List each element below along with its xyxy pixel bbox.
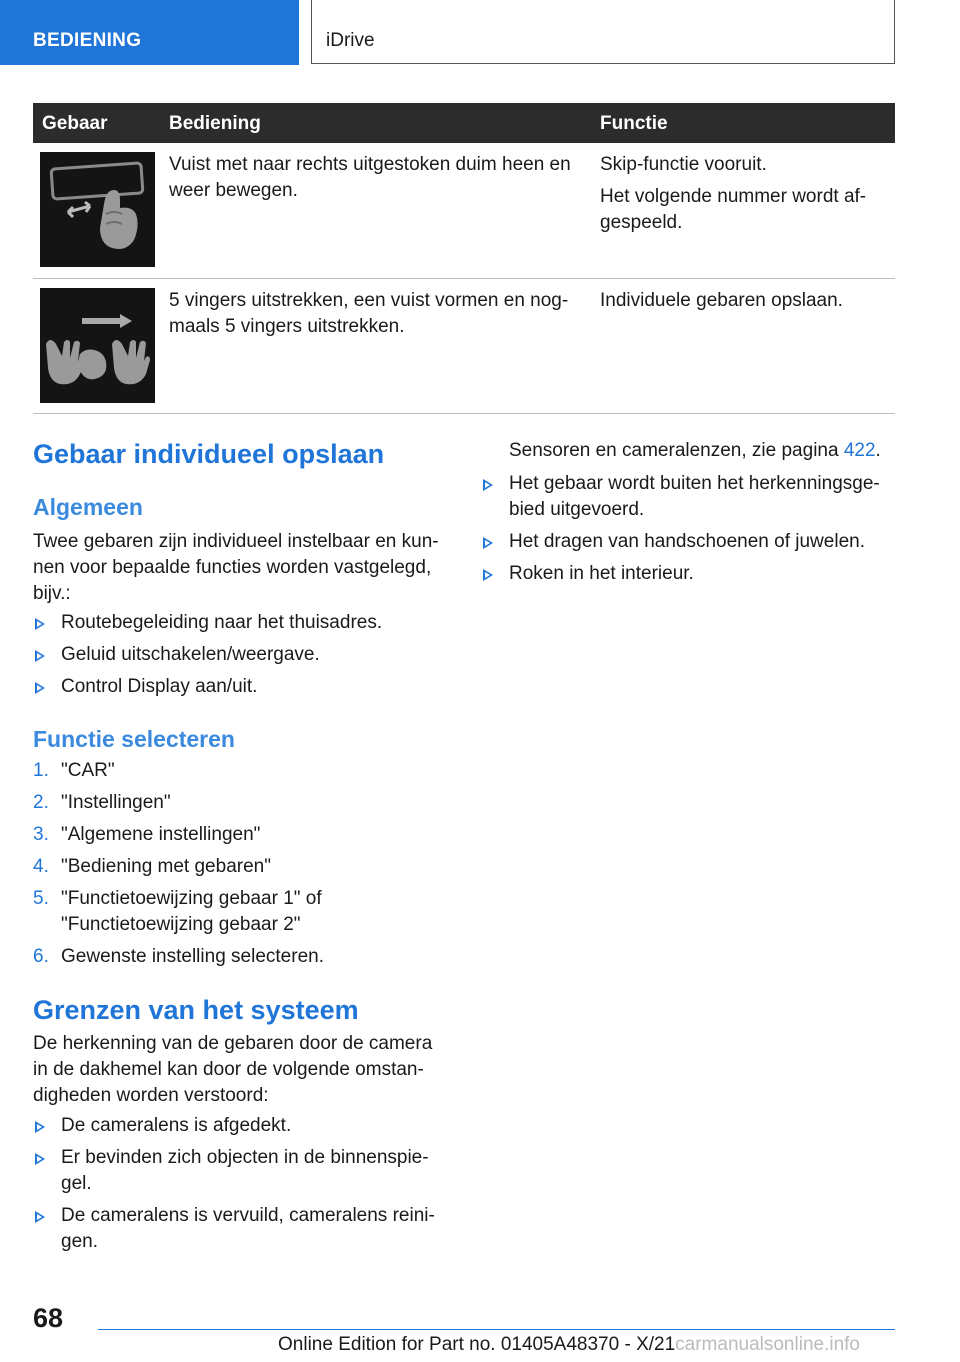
triangle-bullet-icon bbox=[35, 650, 45, 662]
footer-edition bbox=[278, 1334, 860, 1356]
section-label: BEDIENING bbox=[33, 30, 142, 51]
triangle-bullet-icon bbox=[35, 618, 45, 630]
list-item bbox=[33, 1203, 443, 1255]
algemeen-bullet-list bbox=[33, 610, 443, 706]
triangle-bullet-icon bbox=[35, 1153, 45, 1165]
row-1-functie bbox=[600, 152, 885, 242]
hands-spread-fist-icon bbox=[40, 288, 155, 403]
edition-text: Online Edition for Part no. 01405A48370 - X/21 bbox=[278, 1334, 676, 1355]
step-number: 5. bbox=[33, 888, 49, 909]
list-item-text: Roken in het interieur. bbox=[509, 563, 694, 584]
subheading-functie-selecteren: Functie selecteren bbox=[33, 726, 235, 752]
section-tab bbox=[0, 0, 299, 65]
list-item-text: De cameralens is vervuild, cameralens reini-gen. bbox=[61, 1205, 435, 1252]
list-item-text: Er bevinden zich objecten in de binnenspie-gel. bbox=[61, 1147, 429, 1194]
row-1-functie-line-1: Skip-functie vooruit. bbox=[600, 154, 767, 175]
step-item bbox=[33, 944, 443, 970]
row-1-functie-line-2: Het volgende nummer wordt af-gespeeld. bbox=[600, 186, 867, 233]
chapter-tab bbox=[311, 0, 895, 64]
list-item bbox=[33, 1113, 443, 1139]
grenzen-bullet-list-continued bbox=[481, 471, 891, 593]
grenzen-bullet-list bbox=[33, 1113, 443, 1261]
grenzen-intro: De herkenning van de gebaren door de camera in de dakhemel kan door de volgende omstan-digheden worden verstoord: bbox=[33, 1033, 433, 1106]
list-item-text: Geluid uitschakelen/weergave. bbox=[61, 644, 320, 665]
step-text: "CAR" bbox=[61, 760, 115, 781]
list-item bbox=[481, 561, 891, 587]
step-item bbox=[33, 758, 443, 784]
triangle-bullet-icon bbox=[483, 479, 493, 491]
list-item bbox=[481, 529, 891, 555]
watermark-text: carmanualsonline.info bbox=[675, 1334, 860, 1355]
reference-text: Sensoren en cameralenzen, zie pagina bbox=[509, 440, 839, 461]
sensor-reference bbox=[509, 438, 899, 464]
list-item-text: Het gebaar wordt buiten het herkenningsge-bied uitgevoerd. bbox=[509, 473, 880, 520]
step-text: "Bediening met gebaren" bbox=[61, 856, 271, 877]
triangle-bullet-icon bbox=[483, 537, 493, 549]
step-item bbox=[33, 790, 443, 816]
row-2-functie-line-1: Individuele gebaren opslaan. bbox=[600, 290, 843, 311]
table-row-divider bbox=[33, 278, 895, 279]
list-item-text: Routebegeleiding naar het thuisadres. bbox=[61, 612, 383, 633]
step-number: 3. bbox=[33, 824, 49, 845]
step-item bbox=[33, 886, 361, 938]
list-item-text: Het dragen van handschoenen of juwelen. bbox=[509, 531, 865, 552]
step-item bbox=[33, 854, 443, 880]
page-number: 68 bbox=[33, 1303, 64, 1333]
triangle-bullet-icon bbox=[483, 569, 493, 581]
steps-list bbox=[33, 758, 443, 976]
row-2-functie bbox=[600, 288, 885, 320]
list-item bbox=[33, 1145, 443, 1197]
step-text: "Functietoewijzing gebaar 1" of "Functietoewijzing gebaar 2" bbox=[61, 888, 322, 935]
step-number: 6. bbox=[33, 946, 49, 967]
algemeen-intro: Twee gebaren zijn individueel instelbaar en kun-nen voor bepaalde functies worden vastgelegd, bijv.: bbox=[33, 531, 439, 604]
step-text: Gewenste instelling selecteren. bbox=[61, 946, 324, 967]
column-header-bediening: Bediening bbox=[169, 113, 261, 134]
list-item bbox=[481, 471, 891, 523]
list-item bbox=[33, 674, 443, 700]
table-header bbox=[33, 103, 895, 143]
row-1-bediening: Vuist met naar rechts uitgestoken duim heen en weer bewegen. bbox=[169, 154, 571, 201]
chapter-label: iDrive bbox=[326, 30, 375, 51]
fist-thumb-swipe-icon bbox=[40, 152, 155, 267]
step-number: 1. bbox=[33, 760, 49, 781]
column-header-functie: Functie bbox=[600, 113, 668, 134]
column-header-gebaar: Gebaar bbox=[42, 113, 108, 134]
triangle-bullet-icon bbox=[35, 1121, 45, 1133]
section-title-gebaar-opslaan: Gebaar individueel opslaan bbox=[33, 439, 385, 469]
page-link[interactable]: 422 bbox=[843, 440, 876, 461]
footer-divider bbox=[98, 1329, 895, 1330]
step-number: 2. bbox=[33, 792, 49, 813]
step-number: 4. bbox=[33, 856, 49, 877]
list-item bbox=[33, 610, 443, 636]
list-item bbox=[33, 642, 443, 668]
reference-end: . bbox=[875, 440, 881, 461]
table-row-divider bbox=[33, 413, 895, 414]
triangle-bullet-icon bbox=[35, 682, 45, 694]
step-text: "Algemene instellingen" bbox=[61, 824, 261, 845]
triangle-bullet-icon bbox=[35, 1211, 45, 1223]
subheading-algemeen: Algemeen bbox=[33, 494, 143, 520]
list-item-text: De cameralens is afgedekt. bbox=[61, 1115, 292, 1136]
list-item-text: Control Display aan/uit. bbox=[61, 676, 258, 697]
section-title-grenzen: Grenzen van het systeem bbox=[33, 995, 359, 1025]
step-item bbox=[33, 822, 443, 848]
row-2-bediening: 5 vingers uitstrekken, een vuist vormen en nog-maals 5 vingers uitstrekken. bbox=[169, 290, 569, 337]
step-text: "Instellingen" bbox=[61, 792, 171, 813]
